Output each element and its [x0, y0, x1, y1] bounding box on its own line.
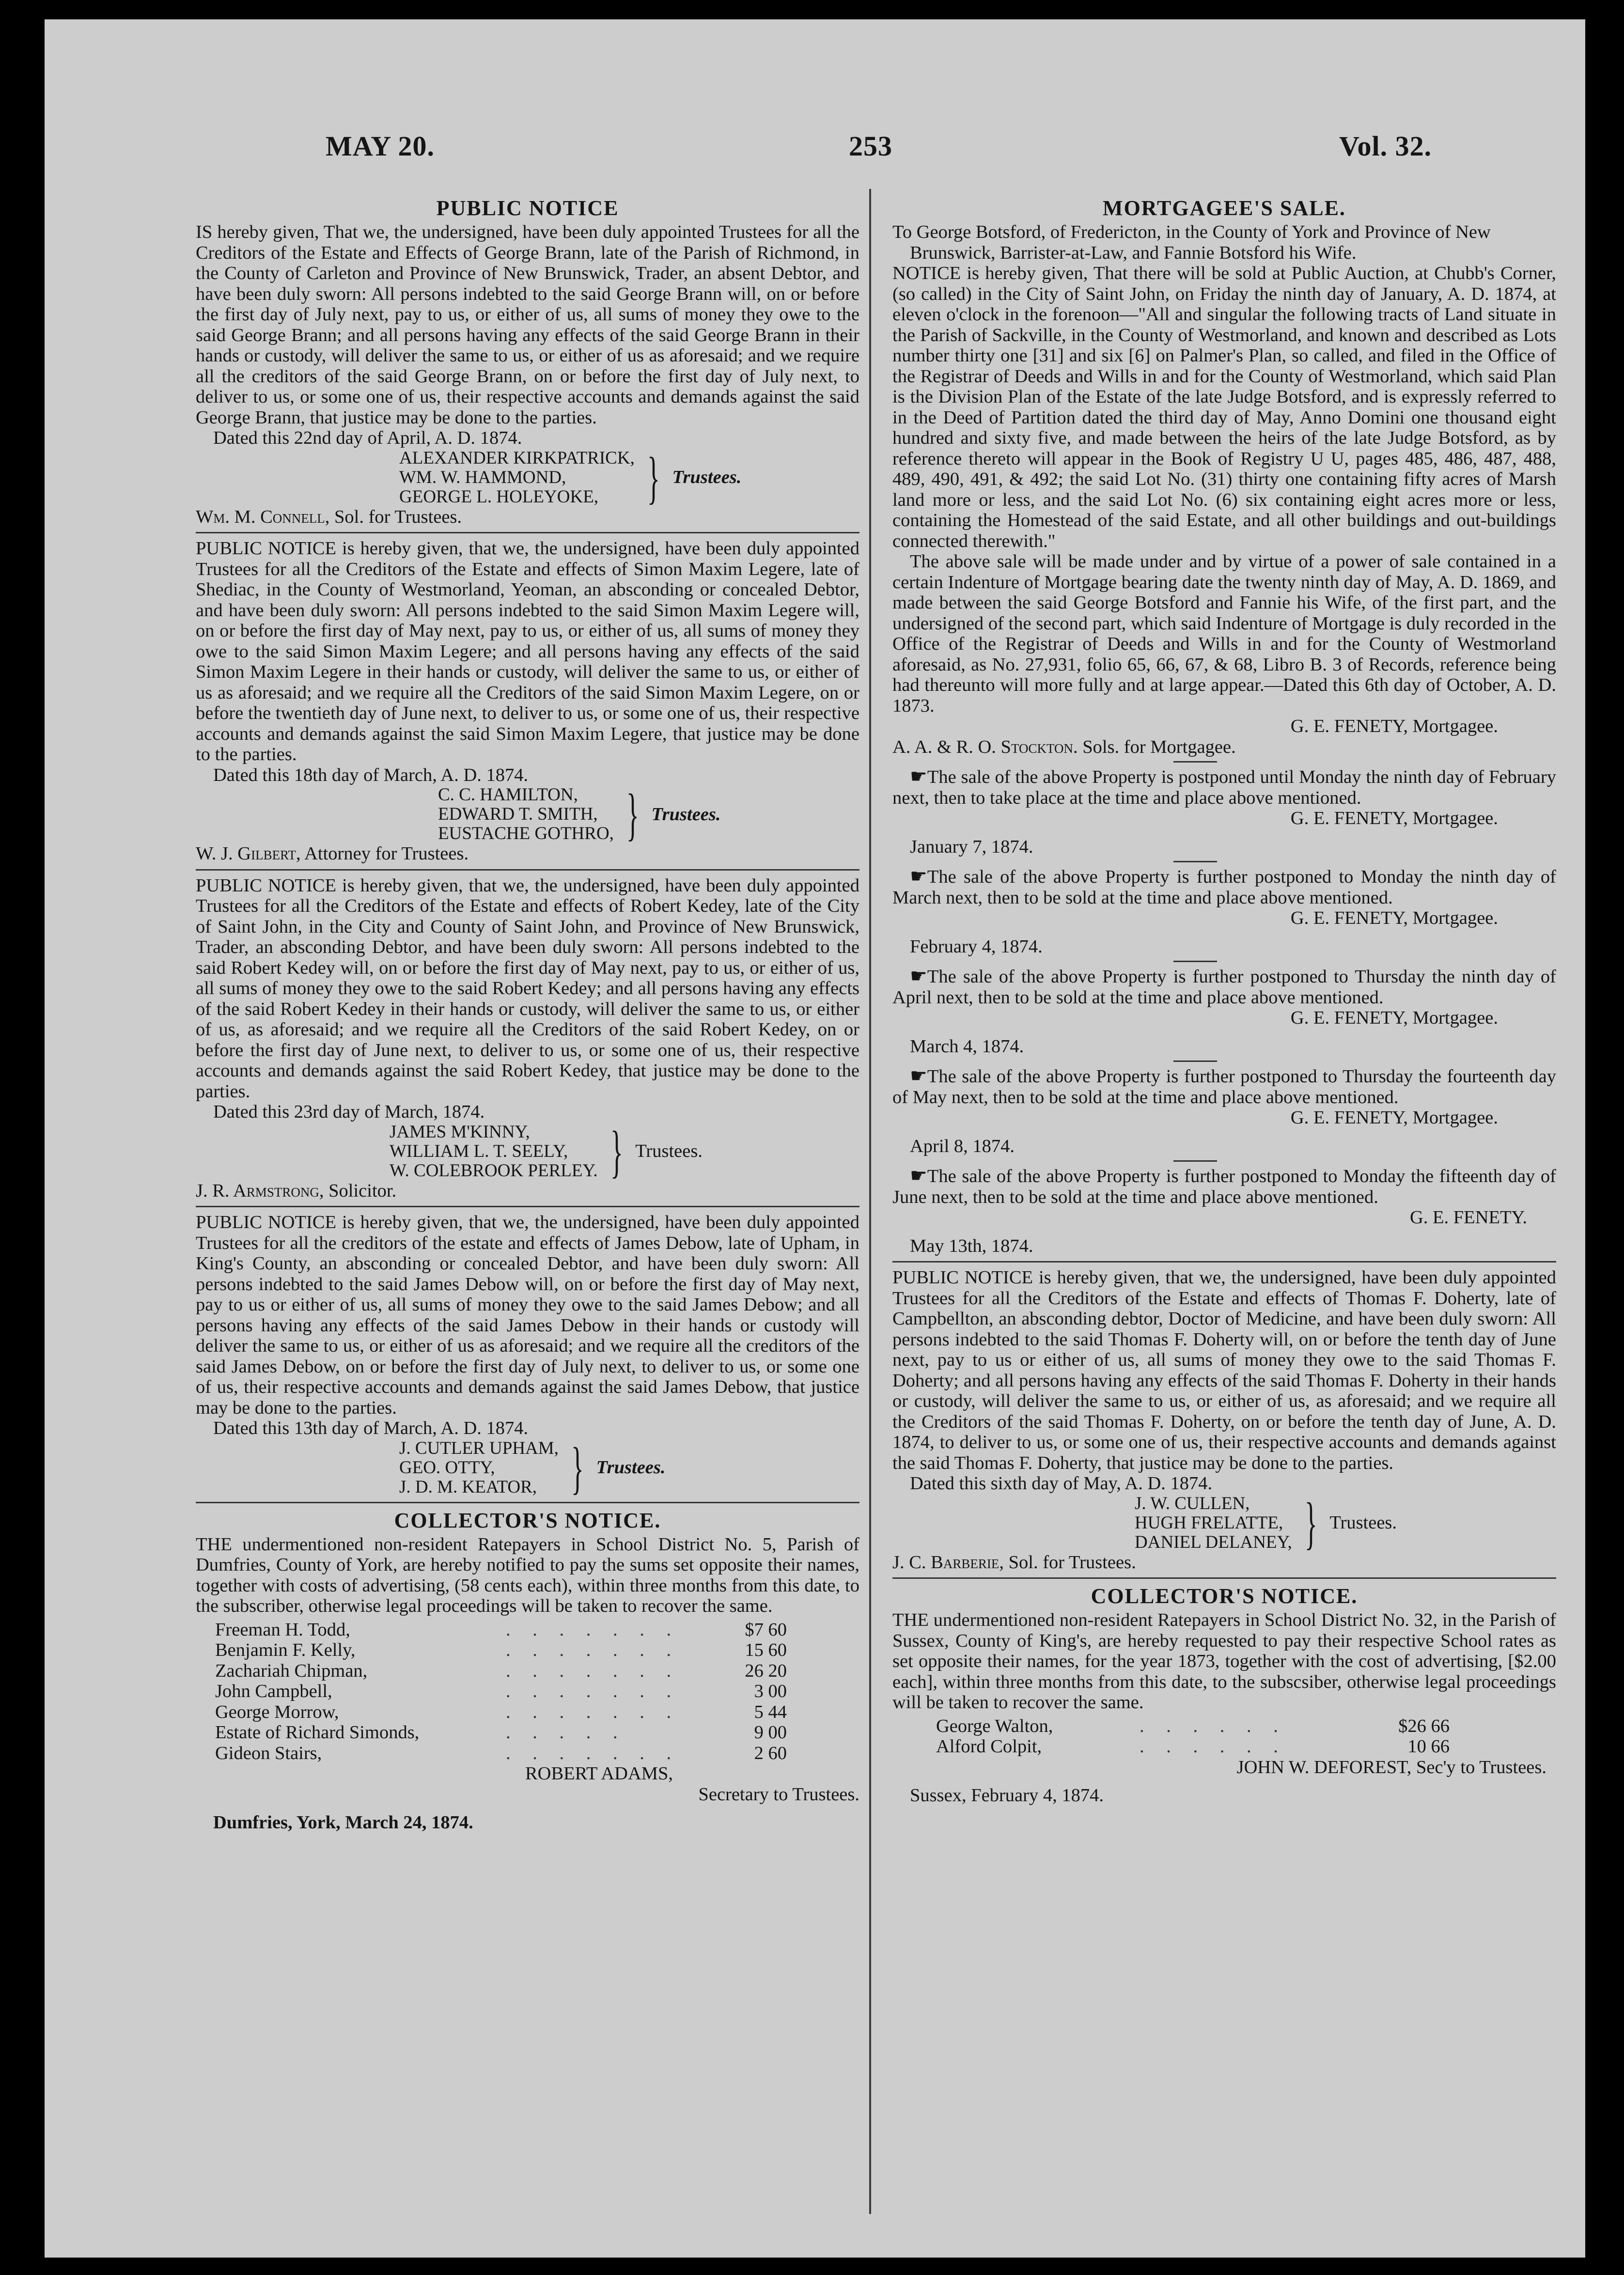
notice-body-2: The above sale will be made under and by virtue of a power of sale contained in a certain Indenture of Mortgage bearing date the twenty ninth day of May, A. D. 1869, and made between the said George Botsford and Fannie his Wife, of the first part, and the undersigned of the second part, which said Indenture of Mortgage is duly recorded in the Office of the Registrar of Deeds and Wills in and for the County of Westmorland aforesaid, as No. 27,931, folio 65, 66, 67, & 68, Libro B. 3 of Records, reference being had thereunto will more fully and at large appear.—Dated this 6th day of October, A. D. 1873.	[892, 551, 1556, 716]
column-divider	[869, 189, 871, 2214]
table-row: Zachariah Chipman, . . . . . . . 26 20	[215, 1660, 787, 1681]
signature: G. E. FENETY, Mortgagee.	[1290, 1107, 1498, 1128]
notice-dated: Dated this 18th day of March, A. D. 1874.	[213, 764, 529, 785]
trustees-label: Trustees.	[596, 1457, 666, 1478]
trustees-label: Trustees.	[635, 1141, 703, 1162]
attorney-line	[196, 843, 859, 864]
notice-body: THE undermentioned non-resident Ratepayers in School District No. 5, Parish of Dumfries, County of York, are hereby notified to pay the sums set opposite their names, together with costs of advertising, (58 cents each), within three months from this date, to the subscriber, otherwise legal proceedings will be taken to recover the same.	[196, 1534, 859, 1616]
header-volume: Vol. 32.	[1339, 130, 1432, 162]
postponement-2	[892, 866, 1556, 957]
table-row: Benjamin F. Kelly, . . . . . . . 15 60	[215, 1640, 787, 1660]
header-page-number: 253	[849, 130, 892, 162]
brace-glyph: }	[571, 1435, 584, 1500]
attorney-role: , Attorney for Trustees.	[296, 843, 469, 864]
postponement-1	[892, 766, 1556, 857]
trustee-name: C. C. HAMILTON,	[438, 785, 578, 805]
section-rule	[196, 1206, 859, 1207]
notice-body: PUBLIC NOTICE is hereby given, that we, the undersigned, have been duly appointed Trustees for all the Creditors of the Estate and effects of Robert Kedey, late of the City of Saint John, in the City and County of Saint John, and Province of New Brunswick, Trader, an absconding Debtor, and have been duly sworn: All persons indebted to the said Robert Kedey will, on or before the first day of May next, pay to us, or either of us, all sums of money they owe to the said Robert Kedey; and all persons having any effects of the said Robert Kedey in their hands or custody, will deliver the same to us, or either of us, as aforesaid; and we require all the Creditors of the said Robert Kedey, on or before the first day of June next, to deliver to us, or some one of us, their respective accounts and demands against the said Robert Kedey, that justice may be done to the parties.	[196, 875, 859, 1102]
postponement-body: The sale of the above Property is further postponed to Monday the ninth day of March next, then to be sold at the time and place above mentioned.	[892, 867, 1556, 908]
gazette-page	[45, 19, 1585, 2258]
pointing-hand-icon: ☛	[910, 1165, 927, 1186]
page-header	[45, 19, 1585, 194]
ratepayer-table	[215, 1620, 787, 1764]
signer-name: JOHN W. DEFOREST, Sec'y to Trustees.	[1236, 1757, 1546, 1777]
trustees-label: Trustees.	[651, 804, 721, 825]
postponement-date: February 4, 1874.	[910, 936, 1043, 957]
trustee-name: GEO. OTTY,	[399, 1457, 495, 1478]
notice-simon-legere	[196, 538, 859, 864]
trustees-block	[438, 782, 859, 846]
attorney-name: Wm. M. Connell	[196, 506, 325, 527]
brace-glyph: }	[626, 782, 639, 846]
table-row: Alford Colpit, . . . . . . 10 66	[936, 1736, 1450, 1757]
table-row: John Campbell, . . . . . . . 3 00	[215, 1681, 787, 1701]
trustee-name: JAMES M'KINNY,	[390, 1122, 530, 1142]
mortgagees-sale	[892, 196, 1556, 757]
trustee-name: GEORGE L. HOLEYOKE,	[399, 486, 599, 507]
brace-glyph: }	[610, 1119, 623, 1184]
trustee-name: J. W. CULLEN,	[1135, 1493, 1250, 1513]
notice-body: PUBLIC NOTICE is hereby given, that we, the undersigned, have been duly appointed Trustees for all the Creditors of the Estate and effects of Thomas F. Doherty, late of Campbellton, an absconding debtor, Doctor of Medicine, and have been duly sworn: All persons indebted to the said Thomas F. Doherty will, on or before the tenth day of June next, pay to us or either of us, all sums of money they owe to the said Thomas F. Doherty; and all persons having any effects of the said Thomas F. Doherty in their hands or custody, will deliver the same to us, or either of us, as aforesaid; and we require all the Creditors of the said Thomas F. Doherty, on or before the tenth day of June, A. D. 1874, to deliver to us, or some one of us, their respective accounts and demands against the said Thomas F. Doherty, that justice may be done to the parties.	[892, 1267, 1556, 1473]
trustee-name: J. CUTLER UPHAM,	[399, 1438, 559, 1458]
notice-title: COLLECTOR'S NOTICE.	[1091, 1584, 1358, 1608]
section-rule	[892, 1577, 1556, 1579]
attorney-line	[196, 507, 859, 528]
attorney-name: W. J. Gilbert	[196, 843, 296, 864]
postponement-date: March 4, 1874.	[910, 1036, 1024, 1057]
brace-glyph: }	[1304, 1490, 1317, 1555]
section-rule	[196, 1502, 859, 1503]
notice-body: PUBLIC NOTICE is hereby given, that we, the undersigned, have been duly appointed Trustees for all the creditors of the estate and effects of James Debow, late of Upham, in King's County, an absconding or concealed Debtor, and have been duly sworn: All persons indebted to the said James Debow will, on or before the first day of May next, pay to us or either of us, all sums of money they owe to the said James Debow; and all persons having any effects of the said James Debow in their hands or custody will deliver the same to us, or either of us as aforesaid; and we require all the creditors of the said James Debow, on or before the first day of July next, to deliver to us, or some one of us, their respective accounts and demands against the said James Debow, that justice may be done to the parties.	[196, 1212, 859, 1418]
trustee-name: WM. W. HAMMOND,	[399, 467, 566, 487]
notice-george-brann	[196, 196, 859, 527]
notice-body: THE undermentioned non-resident Ratepayers in School District No. 32, in the Parish of Sussex, County of King's, are hereby requested to pay their respective School rates as set opposite their names, for the year 1873, together with the cost of advertising, [$2.00 each], within three months from this date, to the subscsiber, otherwise legal proceedings will be taken to recover the same.	[892, 1610, 1556, 1713]
notice-dated: Dated this sixth day of May, A. D. 1874.	[910, 1473, 1213, 1494]
trustee-name: WILLIAM L. T. SEELY,	[390, 1141, 568, 1161]
short-rule	[1173, 1060, 1217, 1062]
trustee-name: EDWARD T. SMITH,	[438, 804, 598, 824]
postponement-4	[892, 1066, 1556, 1156]
postponement-5	[892, 1166, 1556, 1256]
short-rule	[1173, 761, 1217, 763]
attorney-name: J. R. Armstrong	[196, 1180, 319, 1201]
postponement-body: The sale of the above Property is further postponed to Thursday the ninth day of April next, then to be sold at the time and place above mentioned.	[892, 966, 1556, 1008]
solicitors-line	[892, 737, 1556, 758]
trustee-name: DANIEL DELANEY,	[1135, 1532, 1292, 1552]
notice-title: MORTGAGEE'S SALE.	[1103, 196, 1346, 220]
attorney-line	[892, 1552, 1556, 1573]
trustee-names	[399, 449, 635, 507]
trustees-block	[1135, 1490, 1556, 1555]
trustee-names	[390, 1122, 598, 1181]
trustee-names	[399, 1439, 559, 1497]
attorney-name: J. C. Barberie	[892, 1552, 999, 1573]
attorney-role: , Sol. for Trustees.	[999, 1552, 1136, 1573]
table-row: Freeman H. Todd, . . . . . . . $7 60	[215, 1619, 787, 1640]
section-rule	[892, 1261, 1556, 1262]
trustee-name: W. COLEBROOK PERLEY.	[390, 1160, 598, 1181]
notice-thomas-doherty	[892, 1267, 1556, 1573]
notice-dated: Dated this 23rd day of March, 1874.	[213, 1102, 485, 1122]
trustees-block	[390, 1119, 859, 1184]
short-rule	[1173, 1160, 1217, 1162]
pointing-hand-icon: ☛	[910, 965, 927, 987]
collectors-notice-sussex	[892, 1584, 1556, 1806]
trustee-names	[438, 785, 614, 843]
trustee-name: EUSTACHE GOTHRO,	[438, 824, 614, 843]
signature: G. E. FENETY, Mortgagee.	[1290, 1008, 1498, 1028]
table-row: Gideon Stairs, . . . . . . . 2 60	[215, 1743, 787, 1763]
collectors-notice-dumfries	[196, 1508, 859, 1833]
notice-body: NOTICE is hereby given, That there will be sold at Public Auction, at Chubb's Corner, (so called) in the City of Saint John, on Friday the ninth day of January, A. D. 1874, at eleven o'clock in the forenoon—"All and singular the following tracts of Land situate in the Parish of Sackville, in the County of Westmorland, and known and described as Lots number thirty one [31] and six [6] on Palmer's Plan, so called, and filed in the Office of the Registrar of Deeds and Wills in and for the County of Westmorland, which said Plan is the Division Plan of the Estate of the late Judge Botsford, and is expressly referred to in the Deed of Partition dated the third day of May, Anno Domini one thousand eight hundred and sixty five, and made between the heirs of the late Judge Botsford, as by reference thereto will appear in the Book of Registry U U, pages 485, 486, 487, 488, 489, 490, 491, & 492; the said Lot No. (31) thirty one containing fifty acres of Marsh land more or less, and the said Lot No. (6) six containing eight acres more or less, containing the Homestead of the said Estate, and all other buildings and out-buildings connected therewith."	[892, 263, 1556, 551]
postponement-date: January 7, 1874.	[910, 836, 1033, 857]
postponement-body: The sale of the above Property is further postponed to Monday the fifteenth day of June next, then to be sold at the time and place above mentioned.	[892, 1166, 1556, 1207]
attorney-line	[196, 1181, 859, 1201]
trustee-names	[1135, 1494, 1292, 1552]
attorney-role: , Solicitor.	[319, 1180, 397, 1201]
pointing-hand-icon: ☛	[910, 1065, 927, 1087]
ratepayer-table	[936, 1716, 1450, 1757]
attorney-role: , Sol. for Trustees.	[325, 506, 462, 527]
trustee-name: ALEXANDER KIRKPATRICK,	[399, 448, 635, 468]
signer-name: ROBERT ADAMS,	[525, 1763, 673, 1784]
short-rule	[1173, 861, 1217, 862]
trustee-name: HUGH FRELATTE,	[1135, 1512, 1283, 1533]
pointing-hand-icon: ☛	[910, 865, 927, 887]
signature: G. E. FENETY, Mortgagee.	[1290, 716, 1498, 736]
header-date: MAY 20.	[326, 130, 435, 162]
notice-dated: Dated this 22nd day of April, A. D. 1874.	[213, 428, 522, 448]
signature: G. E. FENETY, Mortgagee.	[1290, 908, 1498, 928]
postponement-date: April 8, 1874.	[910, 1136, 1015, 1156]
table-row: George Walton, . . . . . . $26 66	[936, 1715, 1450, 1736]
solicitors-name: A. A. & R. O. Stockton	[892, 736, 1073, 757]
signature: G. E. FENETY, Mortgagee.	[1290, 808, 1498, 828]
trustees-label: Trustees.	[1329, 1512, 1397, 1533]
solicitors-role: . Sols. for Mortgagee.	[1073, 736, 1236, 757]
postponement-3	[892, 966, 1556, 1057]
left-column	[196, 194, 859, 1833]
trustees-block	[399, 445, 859, 510]
place-date: Dumfries, York, March 24, 1874.	[213, 1812, 473, 1833]
notice-james-debow	[196, 1212, 859, 1500]
postponement-date: May 13th, 1874.	[910, 1235, 1033, 1256]
notice-dated: Dated this 13th day of March, A. D. 1874.	[213, 1418, 529, 1438]
notice-title: PUBLIC NOTICE	[436, 196, 619, 220]
notice-robert-kedey	[196, 875, 859, 1201]
trustees-block	[399, 1435, 859, 1500]
notice-title: COLLECTOR'S NOTICE.	[394, 1508, 661, 1532]
postponement-body: The sale of the above Property is further postponed to Thursday the fourteenth day of May next, then to be sold at the time and place above mentioned.	[892, 1066, 1556, 1107]
short-rule	[1173, 961, 1217, 962]
place-date: Sussex, February 4, 1874.	[910, 1785, 1104, 1806]
notice-body: PUBLIC NOTICE is hereby given, that we, the undersigned, have been duly appointed Trustees for all the Creditors of the Estate and effects of Simon Maxim Legere, late of Shediac, in the County of Westmorland, Yeoman, an absconding or concealed Debtor, and have been duly sworn: All persons indebted to the said Simon Maxim Legere will, on or before the first day of May next, pay to us, or either of us, all sums of money they owe to the said Simon Maxim Legere; and all persons having any effects of the said Simon Maxim Legere in their hands or custody, will deliver the same to us, or either of us as aforesaid; and we require all the Creditors of the said Simon Maxim Legere, on or before the twentieth day of June next, to deliver to us, or some one of us, their respective accounts and demands against the said Simon Maxim Legere, that justice may be done to the parties.	[196, 538, 859, 764]
table-row: Estate of Richard Simonds, . . . . . 9 00	[215, 1722, 787, 1743]
notice-body: IS hereby given, That we, the undersigned, have been duly appointed Trustees for all the Creditors of the Estate and Effects of George Brann, late of the Parish of Richmond, in the County of Carleton and Province of New Brunswick, Trader, an absent Debtor, and have been duly sworn: All persons indebted to the said George Brann will, on or before the first day of July next, pay to us, or either of us, all sums of money they owe to the said George Brann; and all persons having any effects of the said George Brann in their hands or custody, will deliver the same to us, or either of us as aforesaid; and we require all the creditors of the said George Brann, on or before the first day of July next, to deliver to us, or some one of us, their respective accounts and demands against the said George Brann, that justice may be done to the parties.	[196, 222, 859, 428]
pointing-hand-icon: ☛	[910, 765, 927, 787]
right-column	[892, 194, 1556, 1806]
section-rule	[196, 869, 859, 871]
section-rule	[196, 532, 859, 533]
brace-glyph: }	[647, 445, 660, 510]
trustees-label: Trustees.	[672, 467, 742, 488]
table-row: George Morrow, . . . . . . . 5 44	[215, 1701, 787, 1722]
postponement-body: The sale of the above Property is postponed until Monday the ninth day of February next, then to take place at the time and place above mentioned.	[892, 767, 1556, 808]
signature: G. E. FENETY.	[1409, 1207, 1527, 1228]
addressee: To George Botsford, of Fredericton, in the County of York and Province of New Brunswick, Barrister-at-Law, and Fannie Botsford his Wife.	[892, 222, 1491, 263]
signer-role: Secretary to Trustees.	[698, 1784, 859, 1805]
trustee-name: J. D. M. KEATOR,	[399, 1477, 537, 1497]
